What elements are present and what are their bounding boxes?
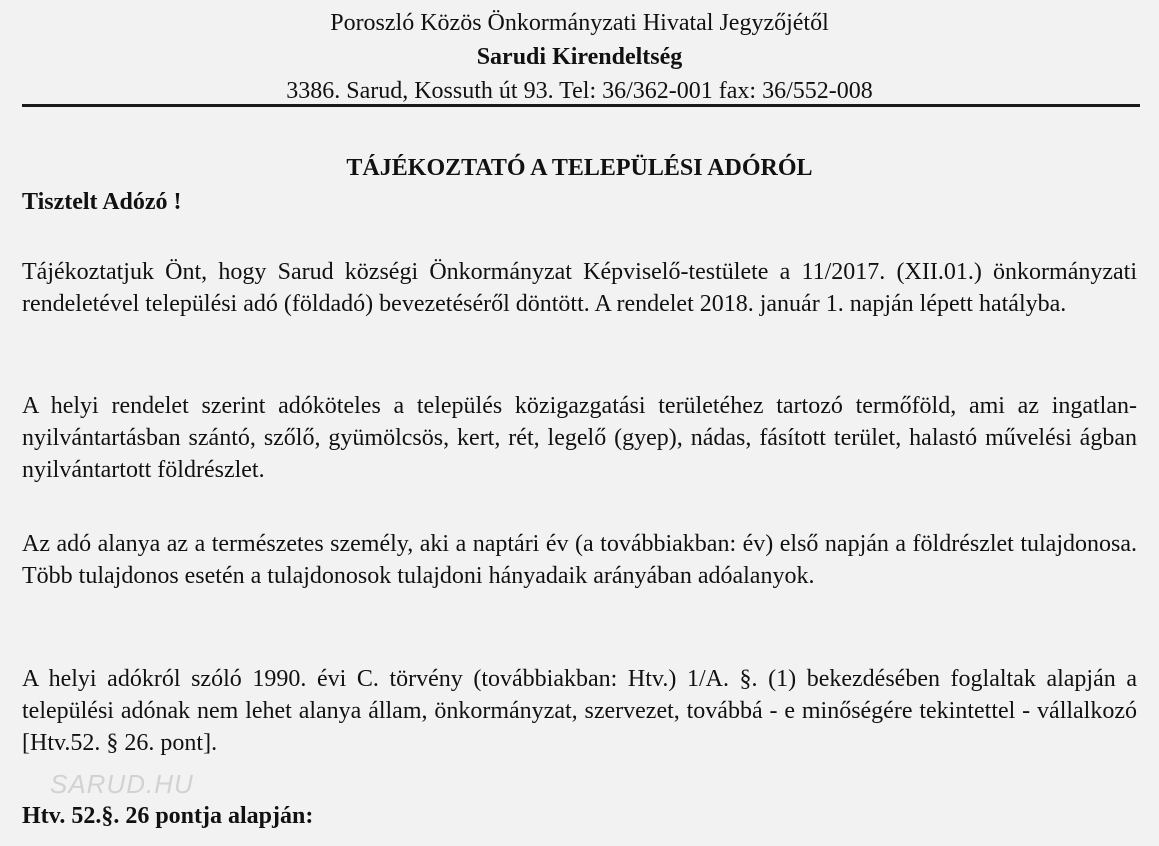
paragraph: Az adó alanya az a természetes személy, aki a naptári év (a továbbiakban: év) első napján a földrészlet tulajdonosa. Több tulajdonos esetén a tulajdonosok tulajdoni hányadaik arányában adóalanyok. (22, 531, 1137, 589)
salutation: Tisztelt Adózó ! (22, 189, 182, 215)
section-heading: Htv. 52.§. 26 pontja alapján: (22, 803, 314, 829)
letterhead (0, 6, 1159, 108)
paragraph: A helyi adókról szóló 1990. évi C. törvény (továbbiakban: Htv.) 1/A. §. (1) bekezdésében foglaltak alapján a települési adónak nem lehet alanya állam, önkormányzat, szervezet, továbbá - e minőségére tekintettel - vállalkozó [Htv.52. § 26. pont]. (22, 666, 1137, 756)
branch-name: Sarudi Kirendeltség (476, 44, 683, 70)
paragraph: Tájékoztatjuk Önt, hogy Sarud községi Önkormányzat Képviselő-testülete a 11/2017. (XII.01.) önkormányzati rendeletével települési adó (földadó) bevezetéséről döntött. A rendelet 2018. január 1. napján lépett hatályba. (22, 259, 1137, 317)
office-name: Poroszló Közös Önkormányzati Hivatal Jegyzőjétől (330, 10, 829, 36)
document-title: TÁJÉKOZTATÓ A TELEPÜLÉSI ADÓRÓL (346, 155, 813, 181)
header-divider (22, 104, 1140, 107)
watermark: SARUD.HU (50, 769, 194, 799)
paragraph: A helyi rendelet szerint adóköteles a település közigazgatási területéhez tartozó termőföld, ami az ingatlan-nyilvántartásban szántó, szőlő, gyümölcsös, kert, rét, legelő (gyep), nádas, fásított terület, halastó művelési ágban nyilvántartott földrészlet. (22, 393, 1137, 483)
contact-address: 3386. Sarud, Kossuth út 93. Tel: 36/362-001 fax: 36/552-008 (286, 78, 873, 104)
